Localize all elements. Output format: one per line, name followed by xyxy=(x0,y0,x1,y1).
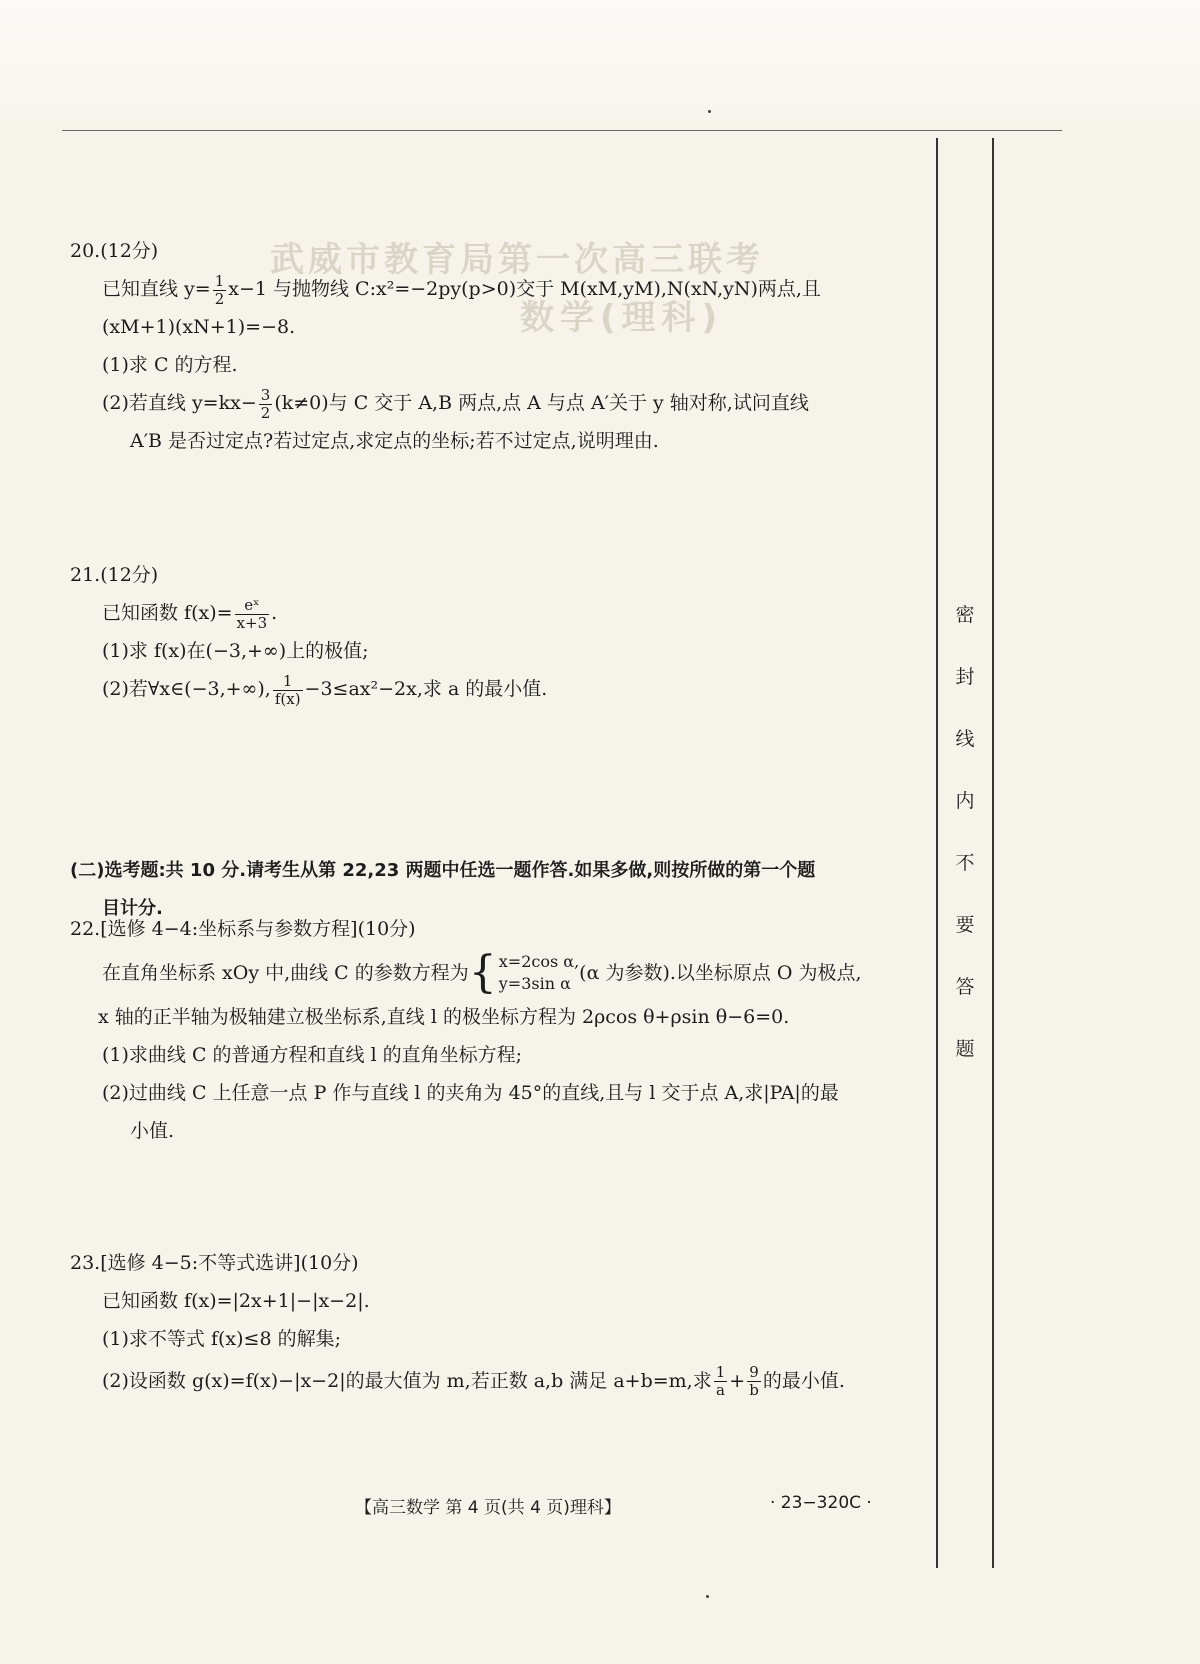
binding-line-outer xyxy=(992,138,994,1568)
seal-char: 不 xyxy=(955,852,975,874)
scan-speck xyxy=(706,1595,709,1598)
seal-char: 题 xyxy=(955,1038,975,1060)
fraction: $\frac{9}{b}$ xyxy=(749,1362,759,1399)
question-20-stem-line2: (xM+1)(xN+1)=−8. xyxy=(102,316,296,338)
question-21-part1: (1)求 f(x)在(−3,+∞)上的极值; xyxy=(102,640,369,662)
question-23 xyxy=(70,1244,845,1404)
seal-line-text xyxy=(950,606,980,1102)
question-23-part2: (2)设函数 g(x)=f(x)−|x−2|的最大值为 m,若正数 a,b 满足 a+b=m,求 $\frac{1}{a}$ + $\frac{9}{b}$ 的最小值. xyxy=(102,1362,845,1399)
fraction: $\frac{1}{f(x)}$ xyxy=(274,671,301,708)
question-22-part2: (2)过曲线 C 上任意一点 P 作与直线 l 的夹角为 45°的直线,且与 l 交于点 A,求|PA|的最 xyxy=(102,1082,839,1104)
seal-char: 密 xyxy=(955,604,975,626)
question-21-stem: 已知函数 f(x)= $\frac{\text{eˣ}}{x+3}$ . xyxy=(102,595,278,632)
elective-line1: (二)选考题:共 10 分.请考生从第 22,23 两题中任选一题作答.如果多做,则按所做的第一个题 xyxy=(70,860,816,881)
question-23-stem: 已知函数 f(x)=|2x+1|−|x−2|. xyxy=(102,1290,370,1312)
question-21 xyxy=(70,556,547,708)
seal-char: 内 xyxy=(955,790,975,812)
question-20 xyxy=(70,232,821,460)
footer-code: · 23−320C · xyxy=(770,1493,872,1513)
question-20-header: 20.(12分) xyxy=(70,240,159,262)
question-22-header: 22.[选修 4−4:坐标系与参数方程](10分) xyxy=(70,918,416,940)
fraction: $\frac{\text{eˣ}}{x+3}$ xyxy=(236,595,268,632)
scan-margin xyxy=(0,0,1200,120)
question-20-part2: (2)若直线 y=kx− $\frac{3}{2}$ (k≠0)与 C 交于 A,B 两点,点 A 与点 A′关于 y 轴对称,试问直线 xyxy=(102,385,809,422)
seal-char: 封 xyxy=(955,666,975,688)
binding-line-inner xyxy=(936,138,938,1568)
question-22-part2-line2: 小值. xyxy=(130,1120,175,1142)
question-22 xyxy=(70,910,862,1150)
faint-bleed-subtitle: 数学(理科) xyxy=(520,298,724,338)
question-23-part1: (1)求不等式 f(x)≤8 的解集; xyxy=(102,1328,341,1350)
elective-line2: 目计分. xyxy=(102,898,163,919)
parametric-system: { x=2cos α, y=3sin α xyxy=(468,947,580,998)
fraction: $\frac{3}{2}$ xyxy=(260,385,271,422)
page-top-rule xyxy=(62,130,1062,131)
question-20-part2-line2: A′B 是否过定点?若过定点,求定点的坐标;若不过定点,说明理由. xyxy=(130,430,659,452)
question-21-header: 21.(12分) xyxy=(70,564,159,586)
fraction: $\frac{1}{2}$ xyxy=(214,271,225,308)
question-23-header: 23.[选修 4−5:不等式选讲](10分) xyxy=(70,1252,359,1274)
scan-speck xyxy=(708,110,711,113)
question-22-stem-line2: x 轴的正半轴为极轴建立极坐标系,直线 l 的极坐标方程为 2ρcos θ+ρsin θ−6=0. xyxy=(98,1006,790,1028)
question-22-part1: (1)求曲线 C 的普通方程和直线 l 的直角坐标方程; xyxy=(102,1044,523,1066)
faint-bleed-title: 武威市教育局第一次高三联考 xyxy=(270,240,764,280)
question-20-part1: (1)求 C 的方程. xyxy=(102,354,238,376)
footer-page-label: 【高三数学 第 4 页(共 4 页)理科】 xyxy=(355,1498,621,1518)
question-20-stem: 已知直线 y= $\frac{1}{2}$ x−1 与抛物线 C:x²=−2py(p>0)交于 M(xM,yM),N(xN,yN)两点,且 xyxy=(102,271,821,308)
seal-char: 答 xyxy=(955,976,975,998)
question-21-part2: (2)若∀x∈(−3,+∞), $\frac{1}{f(x)}$ −3≤ax²−2x,求 a 的最小值. xyxy=(102,671,548,708)
seal-char: 线 xyxy=(955,728,975,750)
seal-char: 要 xyxy=(955,914,975,936)
fraction: $\frac{1}{a}$ xyxy=(715,1362,726,1399)
question-22-stem: 在直角坐标系 xOy 中,曲线 C 的参数方程为 { x=2cos α, y=3sin α (α 为参数).以坐标原点 O 为极点, xyxy=(102,947,862,998)
